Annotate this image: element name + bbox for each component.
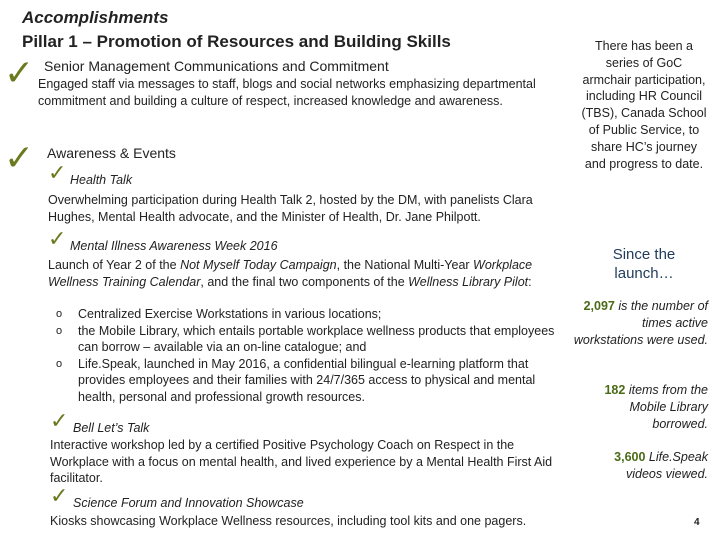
since-launch-heading: Since the launch…	[612, 246, 676, 282]
science-text: Kiosks showcasing Workplace Wellness resources, including tool kits and one pagers.	[50, 514, 527, 528]
checkmark-icon: ✓	[48, 160, 67, 185]
bell-text: Interactive workshop led by a certified Positive Psychology Coach on Respect in the Workplace with a focus on mental health, and lived experience by a Mental Health First Aid facilitator.	[50, 438, 553, 485]
checkmark-icon: ✓	[4, 52, 35, 93]
bell-label: Bell Let’s Talk	[73, 421, 150, 435]
health-talk-text: Overwhelming participation during Health Talk 2, hosted by the DM, with panelists Clara Hughes, Mental Health advocate, and the Minister of Health, Dr. Jane Philpott.	[48, 193, 533, 224]
list-item: o the Mobile Library, which entails portable workplace wellness products that employees can borrow – available via an on-line catalogue; and	[48, 323, 563, 356]
section1-text: Engaged staff via messages to staff, blogs and social networks emphasizing departmental commitment and building a culture of respect, increased knowledge and awareness.	[38, 77, 536, 108]
section2-heading: Awareness & Events	[47, 145, 176, 161]
stat-lifespeak: 3,600 Life.Speak videos viewed.	[614, 450, 708, 481]
section1-heading: Senior Management Communications and Commitment	[44, 58, 389, 74]
page-title: Accomplishments	[22, 8, 169, 27]
checkmark-icon: ✓	[50, 483, 69, 508]
list-item: o Life.Speak, launched in May 2016, a confidential bilingual e-learning platform that provides employees and their families with 24/7/365 access to physical and mental health, personal and professional growth resources.	[48, 356, 563, 406]
stat-mobile-library: 182 items from the Mobile Library borrowed.	[604, 383, 708, 431]
sidebar-note: There has been a series of GoC armchair participation, including HR Council (TBS), Canada School of Public Service, to share HC’s journey and progress to date.	[581, 39, 707, 171]
page-number: 4	[694, 517, 700, 528]
health-talk-label: Health Talk	[70, 173, 133, 187]
checkmark-icon: ✓	[50, 408, 69, 433]
science-label: Science Forum and Innovation Showcase	[73, 496, 304, 510]
page-subtitle: Pillar 1 – Promotion of Resources and Building Skills	[22, 32, 451, 51]
miaw-intro: Launch of Year 2 of the Not Myself Today Campaign, the National Multi-Year Workplace Wellness Training Calendar, and the final two components of the Wellness Library Pilot:	[48, 258, 533, 289]
stat-workstations: 2,097 is the number of times active workstations were used.	[573, 299, 708, 347]
miaw-bullet-list	[48, 306, 563, 405]
list-item: o Centralized Exercise Workstations in various locations;	[48, 306, 563, 323]
checkmark-icon: ✓	[4, 137, 35, 178]
checkmark-icon: ✓	[48, 226, 67, 251]
miaw-label: Mental Illness Awareness Week 2016	[70, 239, 278, 253]
